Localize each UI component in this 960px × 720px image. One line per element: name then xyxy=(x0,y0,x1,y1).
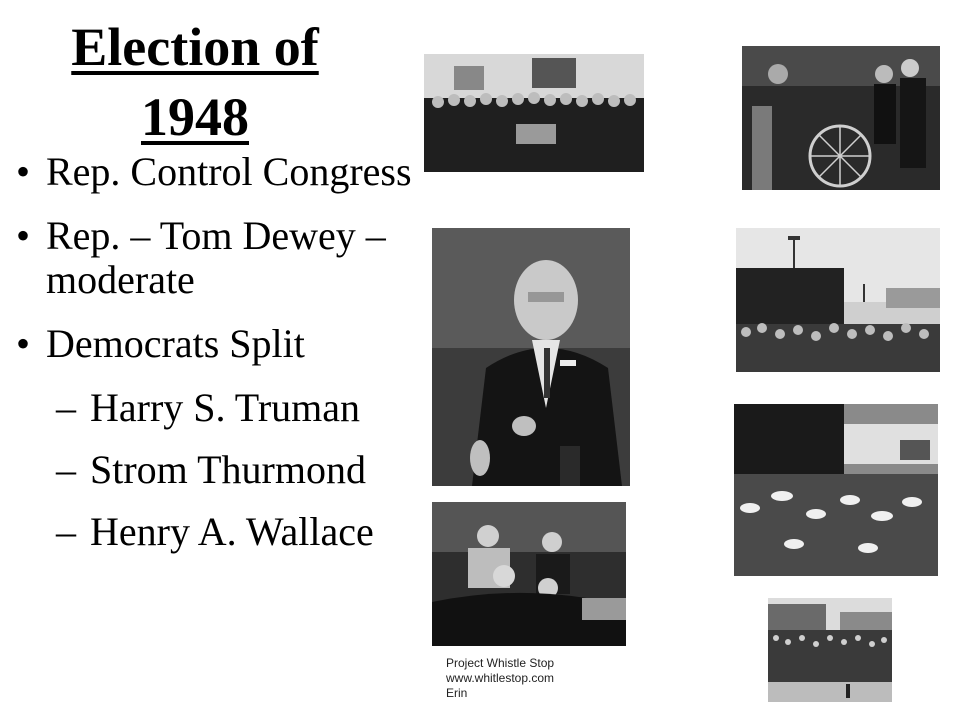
sub-bullet-dash: – xyxy=(56,509,76,554)
bullet-list xyxy=(0,150,440,572)
bullet-text: Rep. Control Congress xyxy=(46,149,412,194)
sub-bullet-item xyxy=(0,448,440,492)
credit-line-3: Erin xyxy=(446,686,468,700)
sub-bullet-item xyxy=(0,386,440,430)
photo-carriage xyxy=(742,46,940,190)
bullet-dot: • xyxy=(16,321,31,366)
bullet-dot: • xyxy=(16,213,31,258)
credit-line-1: Project Whistle Stop xyxy=(446,656,555,670)
sub-bullet-dash: – xyxy=(56,385,76,430)
credit-line-2: www.whitlestop.com xyxy=(446,671,555,685)
bullet-text: Rep. – Tom Dewey – moderate xyxy=(46,213,386,302)
photo-train-crowd xyxy=(734,404,938,576)
slide-title xyxy=(40,12,350,152)
photo-group-men xyxy=(424,54,644,172)
photo-station-crowd xyxy=(736,228,940,372)
sub-bullet-dash: – xyxy=(56,447,76,492)
photo-motorcade-car xyxy=(432,502,626,646)
title-line-1: Election of xyxy=(71,17,319,77)
title-line-2: 1948 xyxy=(141,87,249,147)
sub-bullet-text: Harry S. Truman xyxy=(90,385,361,430)
bullet-item xyxy=(0,322,440,366)
bullet-dot: • xyxy=(16,149,31,194)
photo-credit xyxy=(446,656,636,701)
bullet-item xyxy=(0,150,440,194)
photo-truman-portrait xyxy=(432,228,630,486)
sub-bullet-item xyxy=(0,510,440,554)
sub-bullet-text: Henry A. Wallace xyxy=(90,509,374,554)
bullet-text: Democrats Split xyxy=(46,321,305,366)
bullet-item xyxy=(0,214,440,302)
photo-street-crowd xyxy=(768,598,892,702)
sub-bullet-text: Strom Thurmond xyxy=(90,447,366,492)
